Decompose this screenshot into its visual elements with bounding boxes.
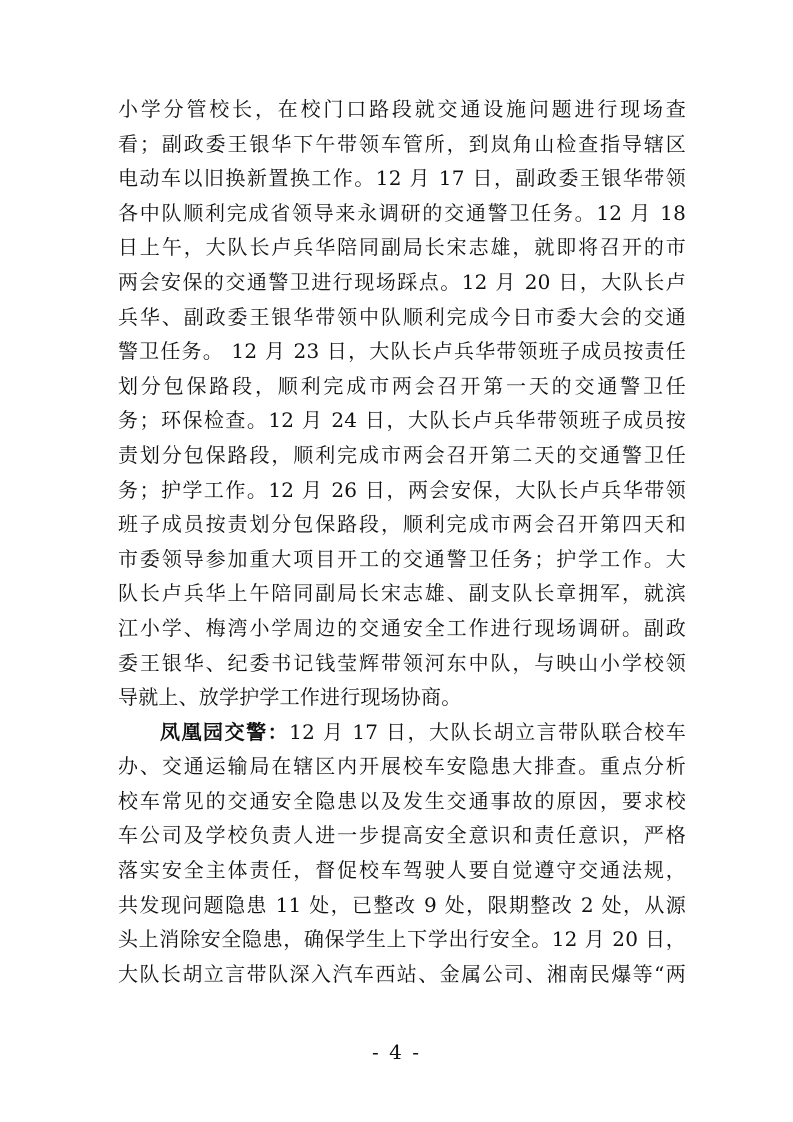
text-line: 班子成员按责划分包保路段，顺利完成市两会召开第四天和 — [118, 512, 686, 537]
text-line: 导就上、放学护学工作进行现场协商。 — [118, 685, 462, 710]
text-line: 务；环保检查。12 月 24 日，大队长卢兵华带领班子成员按 — [118, 408, 686, 433]
body-text — [118, 92, 686, 991]
text-line: 大队长胡立言带队深入汽车西站、金属公司、湘南民爆等“两 — [118, 961, 686, 986]
paragraph-2 — [118, 715, 686, 992]
text-line: 两会安保的交通警卫进行现场踩点。12 月 20 日，大队长卢 — [118, 269, 686, 294]
section-heading: 凤凰园交警： — [160, 719, 290, 744]
text-line: 兵华、副政委王银华带领中队顺利完成今日市委大会的交通 — [118, 304, 686, 329]
text-line: 责划分包保路段，顺利完成市两会召开第二天的交通警卫任 — [118, 442, 686, 467]
text-line: 日上午，大队长卢兵华陪同副局长宋志雄，就即将召开的市 — [118, 235, 686, 260]
paragraph-first-line — [118, 715, 686, 750]
text-line: 校车常见的交通安全隐患以及发生交通事故的原因，要求校 — [118, 788, 686, 813]
text-line: 头上消除安全隐患，确保学生上下学出行安全。12 月 20 日， — [118, 927, 686, 952]
text-line: 车公司及学校负责人进一步提高安全意识和责任意识，严格 — [118, 823, 686, 848]
text-run: 12 月 17 日，大队长胡立言带队联合校车 — [289, 719, 686, 744]
text-line: 队长卢兵华上午陪同副局长宋志雄、副支队长章拥军，就滨 — [118, 581, 686, 606]
text-line: 委王银华、纪委书记钱莹辉带领河东中队，与映山小学校领 — [118, 650, 686, 675]
text-line: 江小学、梅湾小学周边的交通安全工作进行现场调研。副政 — [118, 615, 686, 640]
text-line: 小学分管校长，在校门口路段就交通设施问题进行现场查 — [118, 97, 686, 121]
paragraph-1 — [118, 92, 686, 715]
text-line: 落实安全主体责任，督促校车驾驶人要自觉遵守交通法规， — [118, 858, 686, 883]
text-line: 各中队顺利完成省领导来永调研的交通警卫任务。12 月 18 — [118, 200, 686, 225]
page-number: - 4 - — [372, 1040, 421, 1064]
text-line: 办、交通运输局在辖区内开展校车安隐患大排查。重点分析 — [118, 754, 686, 779]
text-line: 划分包保路段，顺利完成市两会召开第一天的交通警卫任 — [118, 373, 686, 398]
text-line: 务；护学工作。12 月 26 日，两会安保，大队长卢兵华带领 — [118, 477, 686, 502]
text-line: 警卫任务。 12 月 23 日，大队长卢兵华带领班子成员按责任 — [118, 339, 686, 364]
text-line: 看；副政委王银华下午带领车管所，到岚角山检查指导辖区 — [118, 131, 686, 156]
text-line: 市委领导参加重大项目开工的交通警卫任务；护学工作。大 — [118, 546, 686, 571]
text-line: 共发现问题隐患 11 处，已整改 9 处，限期整改 2 处，从源 — [118, 892, 686, 917]
text-line: 电动车以旧换新置换工作。12 月 17 日，副政委王银华带领 — [118, 166, 686, 191]
